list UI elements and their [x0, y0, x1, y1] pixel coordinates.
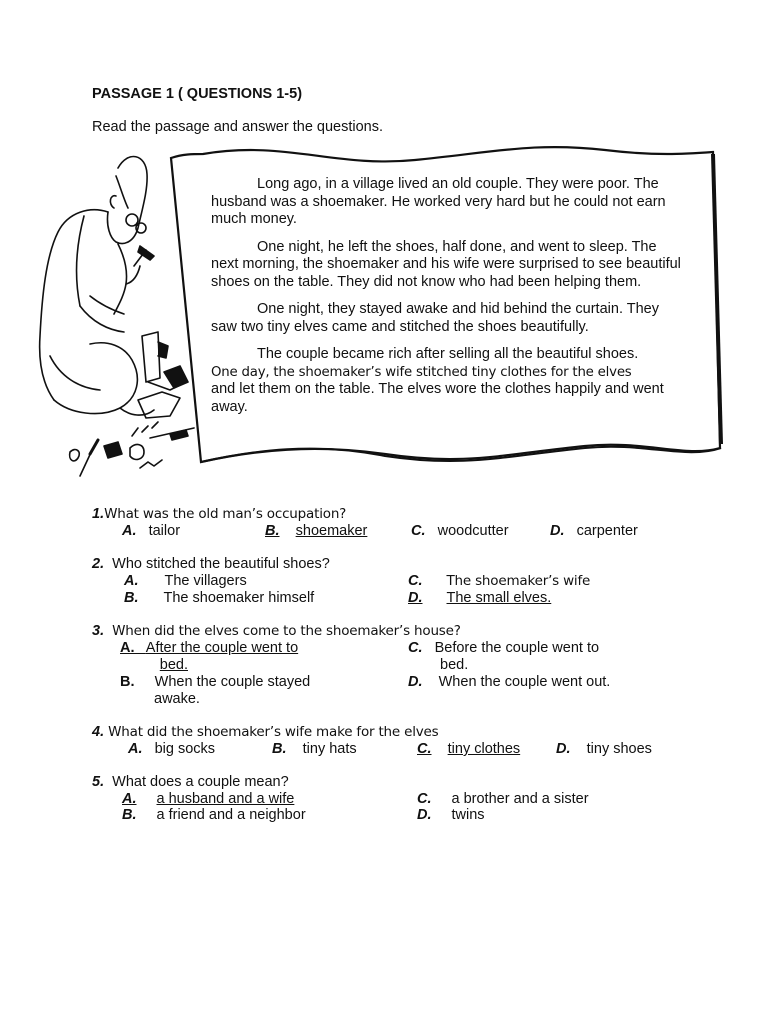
option-2a[interactable]: A. The villagers: [124, 573, 247, 589]
option-1d[interactable]: D. carpenter: [550, 523, 638, 539]
option-5b[interactable]: B. a friend and a neighbor: [122, 807, 306, 823]
option-3c[interactable]: C. Before the couple went to bed.: [408, 640, 600, 673]
question-3: 3. When did the elves come to the shoemaker’s house?: [92, 623, 461, 639]
instructions: Read the passage and answer the questions.: [92, 119, 384, 135]
passage-text: [211, 176, 681, 416]
option-1c[interactable]: C. woodcutter: [411, 523, 509, 539]
option-1a[interactable]: A. tailor: [122, 523, 181, 539]
question-5: 5. What does a couple mean?: [92, 774, 289, 790]
option-5a[interactable]: A. a husband and a wife: [122, 791, 295, 807]
option-5d[interactable]: D. twins: [417, 807, 485, 823]
passage-paragraph-2: One night, he left the shoes, half done, and went to sleep. The next morning, the shoemaker and his wife were surprised to see beautiful shoes on the table. They did not know who had been helping them.: [211, 238, 681, 290]
option-1b[interactable]: B. shoemaker: [265, 523, 368, 539]
question-1: 1.What was the old man’s occupation?: [92, 506, 347, 522]
option-3b[interactable]: B. When the couple stayed awake.: [120, 674, 311, 707]
option-4d[interactable]: D. tiny shoes: [556, 741, 652, 757]
option-5c[interactable]: C. a brother and a sister: [417, 791, 589, 807]
option-4c[interactable]: C. tiny clothes: [417, 741, 521, 757]
option-2b[interactable]: B. The shoemaker himself: [124, 590, 315, 606]
option-3d[interactable]: D. When the couple went out.: [408, 674, 611, 690]
option-2d[interactable]: D. The small elves.: [408, 590, 552, 606]
passage-paragraph-4: The couple became rich after selling all the beautiful shoes. One day, the shoemaker’s wife stitched tiny clothes for the elves and let them on the table. The elves wore the clothes happily and went away.: [211, 346, 664, 415]
option-4a[interactable]: A. big socks: [128, 741, 216, 757]
question-4: 4. What did the shoemaker’s wife make for the elves: [92, 724, 439, 740]
passage-paragraph-1: Long ago, in a village lived an old couple. They were poor. The husband was a shoemaker. He worked very hard but he could not earn much money.: [211, 176, 666, 227]
option-2c[interactable]: C. The shoemaker’s wife: [408, 573, 591, 589]
option-3a[interactable]: A. After the couple went to bed.: [120, 640, 299, 673]
passage-paragraph-3: One night, they stayed awake and hid behind the curtain. They saw two tiny elves came and stitched the shoes beautifully.: [211, 301, 659, 335]
worksheet-title: PASSAGE 1 ( QUESTIONS 1-5): [92, 86, 303, 102]
question-2: 2. Who stitched the beautiful shoes?: [92, 556, 330, 572]
option-4b[interactable]: B. tiny hats: [272, 741, 357, 757]
